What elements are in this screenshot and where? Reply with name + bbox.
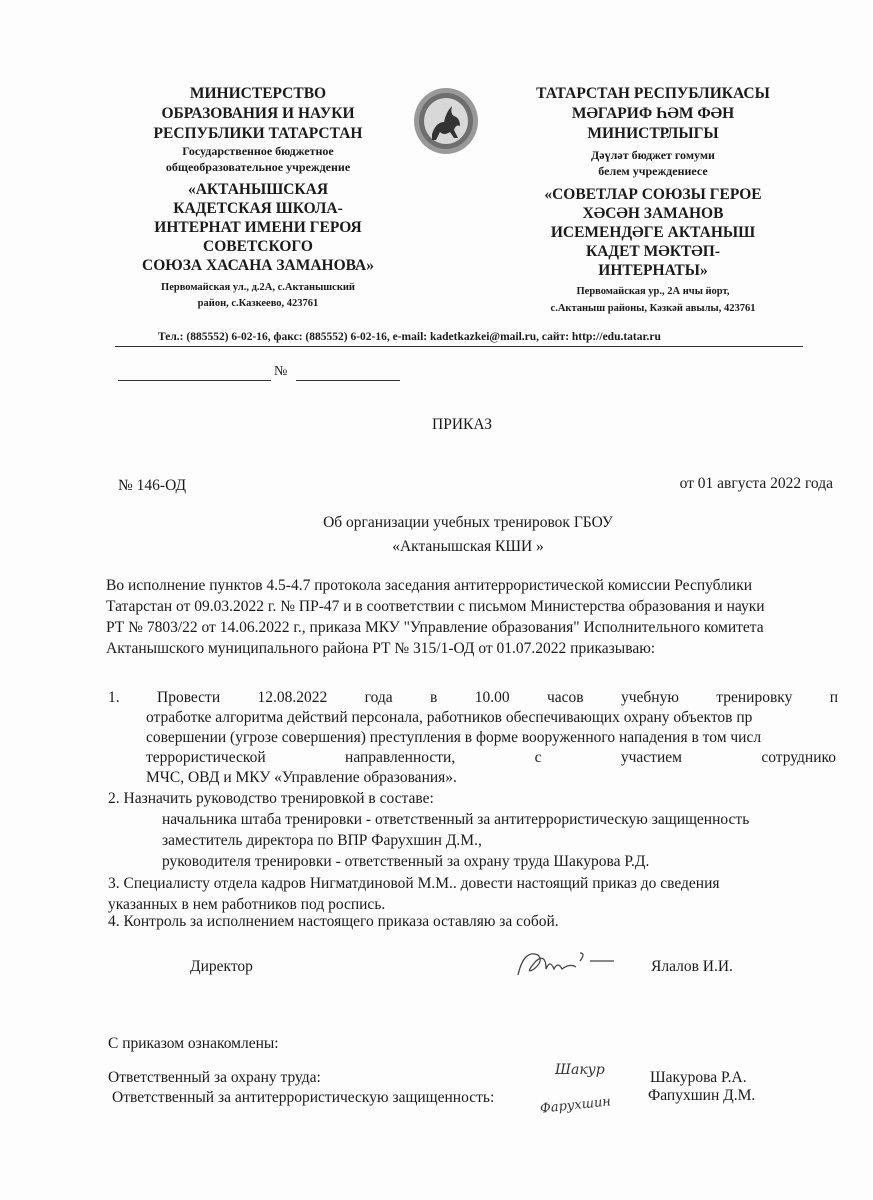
text-line: КАДЕТ МӘКТӘП- <box>586 243 720 260</box>
text-line: ИНТЕРНАТЫ» <box>598 262 708 279</box>
acquainted-label: С приказом ознакомлены: <box>108 1035 279 1052</box>
director-label: Директор <box>190 958 253 975</box>
text-line: общеобразовательное учреждение <box>165 160 351 174</box>
text-line: ХӘСӘН ЗАМАНОВ <box>582 205 724 222</box>
order-title <box>323 511 613 559</box>
text-line: 3. Специалисту отдела кадров Нигматдиновой М.М.. довести настоящий приказ до сведения <box>108 875 720 892</box>
order-number: № 146-ОД <box>118 477 187 494</box>
text-line: МИНИСТЕРСТВО <box>189 85 327 102</box>
text-line: ИСЕМЕНДӘГЕ АКТАНЫШ <box>550 224 756 241</box>
header-right-org <box>544 185 761 280</box>
text-line: Государственное бюджетное <box>182 144 334 158</box>
signature: Фарухшин <box>539 1094 612 1117</box>
contacts-line: Тел.: (885552) 6-02-16, факс: (885552) 6-02-16, e-mail: kadetkazkei@mail.ru, сайт: http://edu.tatar.ru <box>158 331 661 343</box>
text-line: Первомайская ул., д.2А, с.Актанышский <box>161 282 355 293</box>
acquainted-role: Ответственный за охрану труда: <box>108 1069 321 1086</box>
text-line: Во исполнение пунктов 4.5-4.7 протокола заседания антитеррористической комиссии Республики <box>106 577 753 594</box>
date-blank <box>118 380 271 381</box>
text-line: СОЮЗА ХАСАНА ЗАМАНОВА» <box>142 257 374 274</box>
text-line: СОВЕТСКОГО <box>203 238 313 255</box>
acquainted-name: Фапухшин Д.М. <box>648 1087 756 1104</box>
text-line: начальника штаба тренировки - ответственный за антитеррористическую защищенность <box>162 811 750 828</box>
text-line: ОБРАЗОВАНИЯ И НАУКИ <box>161 105 355 122</box>
text-line: заместитель директора по ВПР Фарухшин Д.М., <box>162 832 482 849</box>
document-type: ПРИКАЗ <box>432 416 492 433</box>
text-line: МӘГАРИФ ҺӘМ ФӘН <box>571 105 735 122</box>
divider <box>115 346 803 347</box>
tatarstan-emblem-icon <box>412 86 480 156</box>
header-right-address <box>551 283 756 317</box>
text-line: «СОВЕТЛАР СОЮЗЫ ГЕРОЕ <box>544 186 762 203</box>
text-line: террористической направленности, с участием сотруднико <box>146 749 836 766</box>
text-line: 2. Назначить руководство тренировкой в составе: <box>108 790 434 807</box>
text-line: с.Актаныш районы, Кәзкәй авылы, 423761 <box>550 303 756 314</box>
text-line: совершении (угрозе совершения) преступления в форме вооруженного нападения в том числ <box>146 729 762 746</box>
header-left-address <box>161 280 355 312</box>
text-line: 1. Провести 12.08.2022 года в 10.00 часов учебную тренировку п <box>108 689 838 706</box>
text-line: МЧС, ОВД и МКУ «Управление образования». <box>146 769 457 786</box>
item-1 <box>108 688 873 788</box>
text-line: Первомайская ур., 2А нчы йорт, <box>576 286 730 297</box>
header-left-sub <box>166 143 350 175</box>
header-left-title <box>154 84 363 144</box>
text-line: Актанышского муниципального района РТ № 315/1-ОД от 01.07.2022 приказываю: <box>106 640 656 657</box>
signature: Шакур <box>555 1062 605 1078</box>
text-line: ИНТЕРНАТ ИМЕНИ ГЕРОЯ <box>154 219 362 236</box>
text-line: Об организации учебных тренировок ГБОУ <box>323 514 613 531</box>
director-signature-icon <box>510 945 620 985</box>
text-line: КАДЕТСКАЯ ШКОЛА- <box>173 200 343 217</box>
header-left-org <box>142 180 374 275</box>
text-line: указанных в нем работников под роспись. <box>108 896 386 913</box>
preamble <box>106 575 765 659</box>
text-line: белем учреждениесе <box>598 164 708 178</box>
header-right-title <box>536 84 770 144</box>
order-date: от 01 августа 2022 года <box>679 475 833 492</box>
number-blank <box>296 380 400 381</box>
acquainted-name: Шакурова Р.А. <box>650 1069 747 1086</box>
text-line: руководителя тренировки - ответственный за охрану труда Шакурова Р.Д. <box>162 853 650 870</box>
text-line: Дәүләт бюджет гомуми <box>591 148 715 162</box>
text-line: РЕСПУБЛИКИ ТАТАРСТАН <box>153 125 363 142</box>
text-line: ТАТАРСТАН РЕСПУБЛИКАСЫ <box>536 85 770 102</box>
item-4: 4. Контроль за исполнением настоящего приказа оставляю за собой. <box>108 913 559 930</box>
text-line: отработке алгоритма действий персонала, работников обеспечивающих охрану объектов пр <box>146 709 753 726</box>
text-line: «АКТАНЫШСКАЯ <box>187 181 329 198</box>
item-2 <box>108 788 749 872</box>
text-line: МИНИСТРЛЫГЫ <box>587 125 719 142</box>
text-line: район, с.Казкеево, 423761 <box>197 298 319 309</box>
text-line: Татарстан от 09.03.2022 г. № ПР-47 и в соответствии с письмом Министерства образования и науки <box>106 598 765 615</box>
item-3 <box>108 873 720 915</box>
director-name: Ялалов И.И. <box>651 958 733 975</box>
header-right-sub <box>591 147 715 179</box>
text-line: РТ № 7803/22 от 14.06.2022 г., приказа МКУ "Управление образования" Исполнительного комитета <box>106 619 764 636</box>
number-label: № <box>274 364 288 379</box>
text-line: «Актанышская КШИ » <box>392 538 544 555</box>
acquainted-role: Ответственный за антитеррористическую защищенность: <box>112 1089 495 1106</box>
